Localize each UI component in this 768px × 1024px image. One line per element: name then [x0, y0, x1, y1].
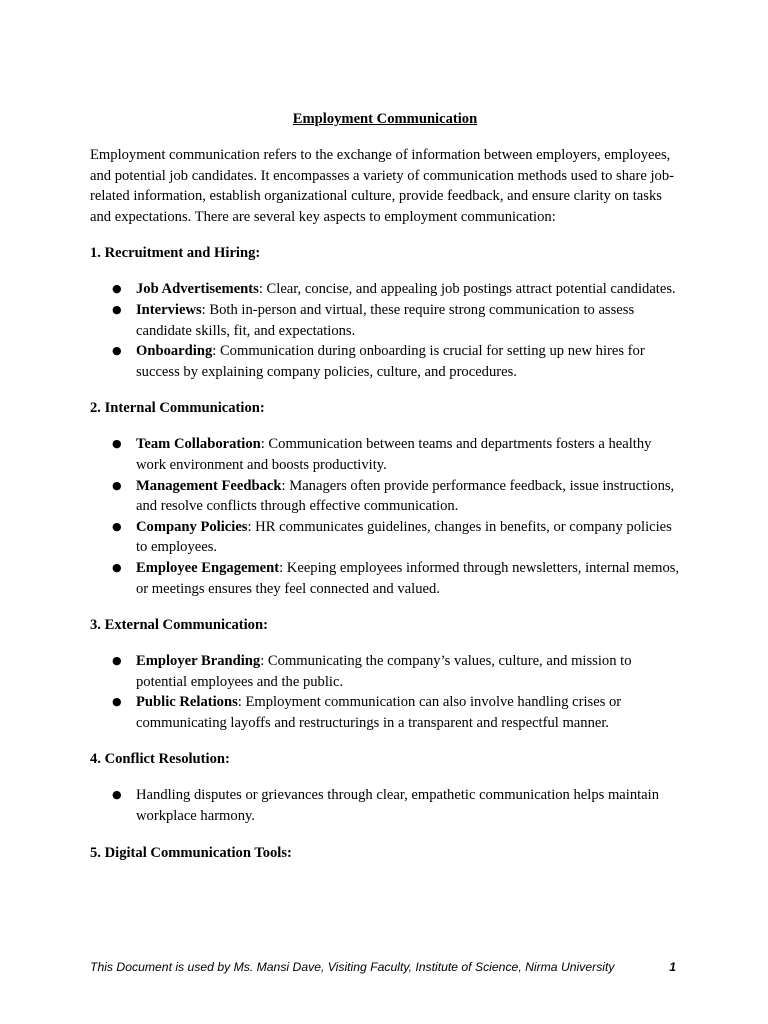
section-heading: 4. Conflict Resolution: — [90, 751, 230, 768]
item-term: Interviews — [136, 301, 202, 318]
list-item — [90, 517, 680, 558]
item-term: Team Collaboration — [136, 436, 261, 453]
bullet-list — [90, 434, 680, 599]
bullet-icon: ● — [112, 654, 122, 668]
section-heading: 3. External Communication: — [90, 617, 268, 634]
item-term: Public Relations — [136, 694, 238, 711]
section-external — [90, 615, 680, 733]
list-item — [90, 434, 680, 475]
section-heading: 5. Digital Communication Tools: — [90, 844, 292, 861]
item-text: Handling disputes or grievances through clear, empathetic communication helps maintain workplace harmony. — [136, 787, 660, 825]
section-recruitment — [90, 243, 680, 382]
bullet-list — [90, 785, 680, 826]
page-footer — [90, 958, 680, 976]
section-heading: 2. Internal Communication: — [90, 400, 265, 417]
intro-paragraph: Employment communication refers to the exchange of information between employers, employees, and potential job candidates. It encompasses a variety of communication methods used to share job-related information, establish organizational culture, provide feedback, and ensure clarity on tasks and expectations. There are several key aspects to employment communication: — [90, 147, 674, 225]
item-term: Management Feedback — [136, 477, 282, 494]
list-item — [90, 785, 680, 826]
item-term: Company Policies — [136, 518, 248, 535]
section-digital-tools — [90, 843, 680, 863]
item-term: Job Advertisements — [136, 281, 259, 298]
bullet-list — [90, 651, 680, 733]
bullet-icon: ● — [112, 478, 122, 492]
document-title: Employment Communication — [292, 111, 478, 127]
item-text: : Employment communication can also involve handling crises or communicating layoffs and restructurings in a transparent and respectful manner. — [136, 694, 622, 731]
document-page — [90, 109, 680, 879]
list-item — [90, 341, 680, 382]
bullet-icon: ● — [112, 519, 122, 533]
item-term: Onboarding — [136, 343, 213, 360]
list-item — [90, 651, 680, 692]
bullet-list — [90, 279, 680, 382]
item-term: Employee Engagement — [136, 559, 280, 576]
bullet-icon: ● — [112, 560, 122, 574]
footer-text: This Document is used by Ms. Mansi Dave, Visiting Faculty, Institute of Science, Nirma University — [90, 960, 615, 974]
item-text: : HR communicates guidelines, changes in benefits, or company policies to employees. — [136, 518, 672, 556]
section-internal — [90, 398, 680, 599]
list-item — [90, 692, 680, 733]
item-text: : Communication between teams and departments fosters a healthy work environment and boosts productivity. — [136, 436, 652, 473]
item-text: : Clear, concise, and appealing job postings attract potential candidates. — [258, 281, 676, 298]
item-term: Employer Branding — [136, 653, 261, 670]
item-text: : Communication during onboarding is crucial for setting up new hires for success by explaining company policies, culture, and procedures. — [136, 343, 645, 380]
bullet-icon: ● — [112, 302, 122, 316]
bullet-icon: ● — [112, 344, 122, 358]
page-number: 1 — [669, 960, 676, 974]
bullet-icon: ● — [112, 282, 122, 296]
item-text: : Keeping employees informed through newsletters, internal memos, or meetings ensures they feel connected and valued. — [136, 559, 680, 597]
bullet-icon: ● — [112, 437, 122, 451]
item-text: : Managers often provide performance feedback, issue instructions, and resolve conflicts through effective communication. — [136, 477, 675, 515]
list-item — [90, 558, 680, 599]
bullet-icon: ● — [112, 788, 122, 802]
section-conflict-resolution — [90, 749, 680, 826]
list-item — [90, 279, 680, 300]
section-heading: 1. Recruitment and Hiring: — [90, 245, 261, 262]
item-text: : Both in-person and virtual, these require strong communication to assess candidate skills, fit, and expectations. — [136, 301, 635, 339]
bullet-icon: ● — [112, 695, 122, 709]
item-text: : Communicating the company’s values, culture, and mission to potential employees and the public. — [136, 653, 632, 690]
list-item — [90, 300, 680, 341]
list-item — [90, 476, 680, 517]
